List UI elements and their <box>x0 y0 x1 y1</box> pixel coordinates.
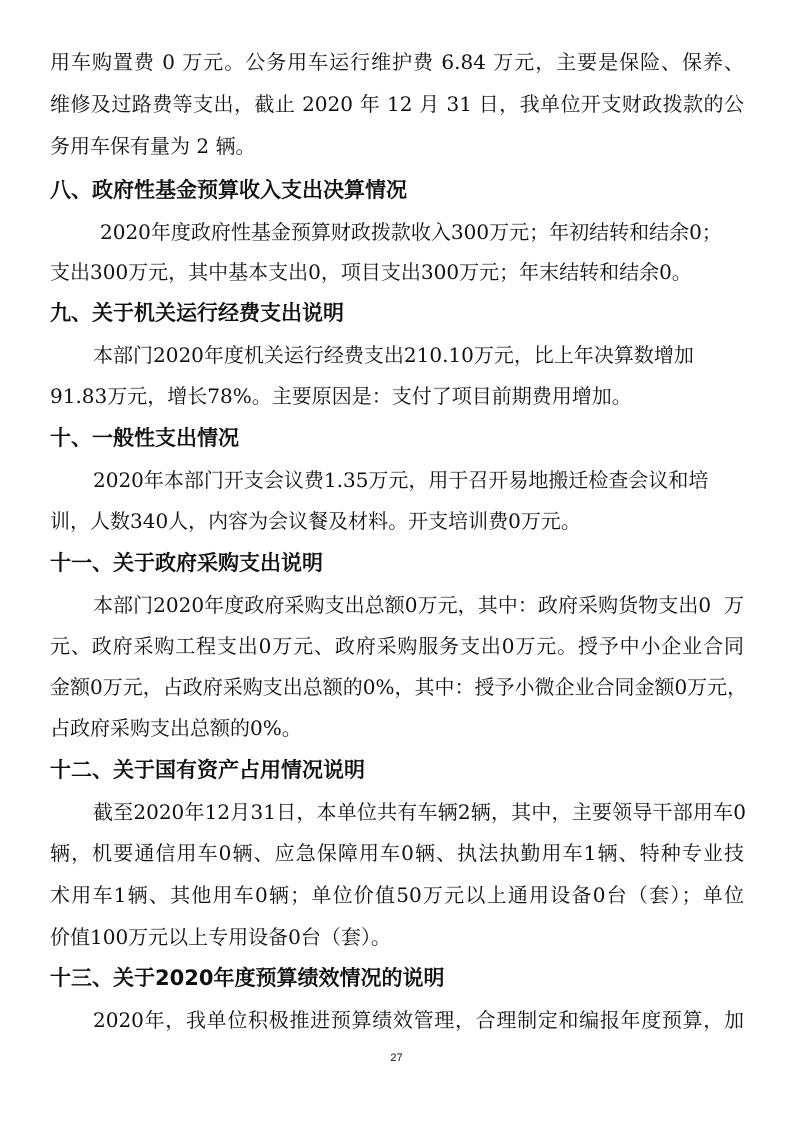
paragraph-line: 元、政府采购工程支出0万元、政府采购服务支出0万元。授予中小企业合同 <box>50 634 744 658</box>
paragraph-line: 截至2020年12月31日，本单位共有车辆2辆，其中，主要领导干部用车0 <box>93 800 746 824</box>
paragraph-line: 支出300万元，其中基本支出0，项目支出300万元；年末结转和结余0。 <box>50 260 692 284</box>
paragraph-line: 金额0万元，占政府采购支出总额的0%，其中：授予小微企业合同金额0万元， <box>50 675 748 699</box>
paragraph-line: 训，人数340人，内容为会议餐及材料。开支培训费0万元。 <box>50 509 581 533</box>
paragraph-line: 维修及过路费等支出，截止 2020 年 12 月 31 日，我单位开支财政拨款的公 <box>50 92 744 116</box>
paragraph-line: 本部门2020年度机关运行经费支出210.10万元，比上年决算数增加 <box>93 343 694 367</box>
section-heading: 九、关于机关运行经费支出说明 <box>50 301 344 325</box>
page-number: 27 <box>390 1052 403 1064</box>
section-heading: 十三、关于2020年度预算绩效情况的说明 <box>50 966 445 990</box>
section-heading: 十一、关于政府采购支出说明 <box>50 551 323 575</box>
paragraph-line: 用车购置费 0 万元。公务用车运行维护费 6.84 万元，主要是保险、保养、 <box>50 50 744 74</box>
paragraph-line: 本部门2020年度政府采购支出总额0万元，其中：政府采购货物支出0 万 <box>93 593 744 617</box>
paragraph-line: 务用车保有量为 2 辆。 <box>50 134 256 158</box>
paragraph-line: 术用车1辆、其他用车0辆；单位价值50万元以上通用设备0台（套）；单位 <box>50 883 744 907</box>
section-heading: 十二、关于国有资产占用情况说明 <box>50 758 365 782</box>
paragraph-line: 2020年本部门开支会议费1.35万元，用于召开易地搬迁检查会议和培 <box>93 468 709 492</box>
section-heading: 八、政府性基金预算收入支出决算情况 <box>50 178 407 202</box>
paragraph-line: 辆，机要通信用车0辆、应急保障用车0辆、执法执勤用车1辆、特种专业技 <box>50 841 744 865</box>
paragraph-line: 占政府采购支出总额的0%。 <box>50 716 302 740</box>
section-heading: 十、一般性支出情况 <box>50 426 239 450</box>
paragraph-line: 2020年度政府性基金预算财政拨款收入300万元；年初结转和结余0； <box>100 220 722 244</box>
paragraph-line: 91.83万元，增长78%。主要原因是：支付了项目前期费用增加。 <box>50 384 632 408</box>
paragraph-line: 价值100万元以上专用设备0台（套）。 <box>50 925 391 949</box>
paragraph-line: 2020年，我单位积极推进预算绩效管理，合理制定和编报年度预算，加 <box>93 1008 744 1032</box>
